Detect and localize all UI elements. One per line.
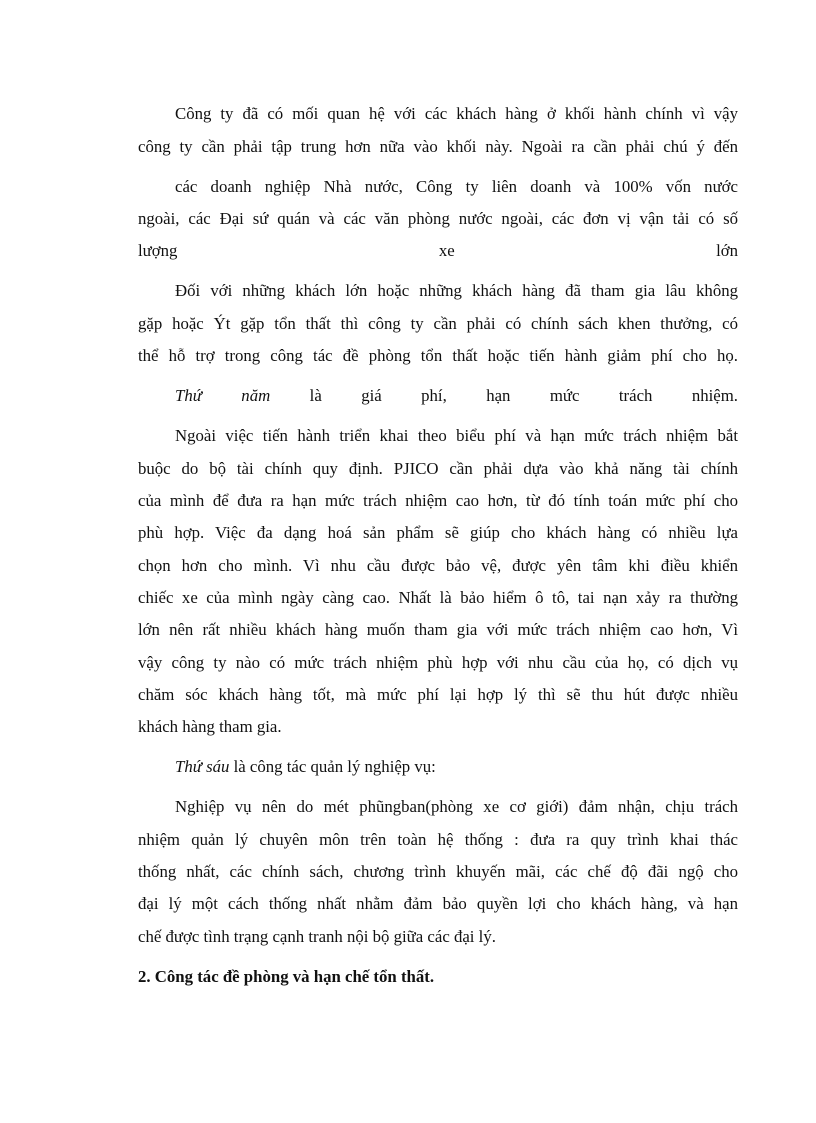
paragraph-6-line-1 <box>175 752 738 782</box>
paragraph-5-line-3: của mình để đưa ra hạn mức trách nhiệm cao hơn, từ đó tính toán mức phí cho <box>138 491 738 510</box>
paragraph-5-line-2: buộc do bộ tài chính quy định. PJICO cần phải dựa vào khả năng tài chính <box>138 459 738 478</box>
paragraph-2-line-2: ngoài, các Đại sứ quán và các văn phòng nước ngoài, các đơn vị vận tải có số <box>138 209 738 228</box>
paragraph-2-line-1: các doanh nghiệp Nhà nước, Công ty liên doanh và 100% vốn nước <box>175 177 738 196</box>
paragraph-1-line-2: công ty cần phải tập trung hơn nữa vào khối này. Ngoài ra cần phải chú ý đến <box>138 137 738 156</box>
paragraph-5-line-1: Ngoài việc tiến hành triển khai theo biểu phí và hạn mức trách nhiệm bắt <box>175 426 738 445</box>
paragraph-3-line-1: Đối với những khách lớn hoặc những khách hàng đã tham gia lâu không <box>175 281 738 300</box>
paragraph-5-line-7: lớn nên rất nhiều khách hàng muốn tham gia với mức trách nhiệm cao hơn, Vì <box>138 620 738 639</box>
thu-nam-rest: là giá phí, hạn mức trách nhiệm. <box>270 386 738 405</box>
paragraph-5-line-8: vậy công ty nào có mức trách nhiệm phù hợp với nhu cầu của họ, có dịch vụ <box>138 653 738 672</box>
thu-nam-italic: Thứ năm <box>175 386 271 405</box>
paragraph-7-line-5: chế được tình trạng cạnh tranh nội bộ giữa các đại lý. <box>138 927 496 946</box>
paragraph-7-line-3: thống nhất, các chính sách, chương trình khuyến mãi, các chế độ đãi ngộ cho <box>138 862 738 881</box>
section-heading: 2. Công tác đề phòng và hạn chế tổn thất. <box>138 967 435 986</box>
paragraph-5-line-6: chiếc xe của mình ngày càng cao. Nhất là bảo hiểm ô tô, tai nạn xảy ra thường <box>138 588 738 607</box>
paragraph-4-line-1 <box>175 381 738 411</box>
paragraph-3-line-3: thể hỗ trợ trong công tác đề phòng tổn thất hoặc tiến hành giảm phí cho họ. <box>138 346 738 365</box>
paragraph-1-line-1: Công ty đã có mối quan hệ với các khách hàng ở khối hành chính vì vậy <box>175 104 738 123</box>
paragraph-7-line-4: đại lý một cách thống nhất nhằm đảm bảo quyền lợi cho khách hàng, và hạn <box>138 894 738 913</box>
paragraph-2-line-3: lượng xe lớn <box>138 241 738 260</box>
thu-sau-rest: là công tác quản lý nghiệp vụ: <box>229 757 436 776</box>
thu-sau-italic: Thứ sáu <box>175 757 230 776</box>
paragraph-7-line-1: Nghiệp vụ nên do mét phũngban(phòng xe cơ giới) đảm nhận, chịu trách <box>175 797 738 816</box>
paragraph-7-line-2: nhiệm quản lý chuyên môn trên toàn hệ thống : đưa ra quy trình khai thác <box>138 830 738 849</box>
paragraph-3-line-2: gặp hoặc Ýt gặp tổn thất thì công ty cần phải có chính sách khen thưởng, có <box>138 314 738 333</box>
paragraph-5-line-9: chăm sóc khách hàng tốt, mà mức phí lại hợp lý thì sẽ thu hút được nhiều <box>138 685 738 704</box>
paragraph-5-line-5: chọn hơn cho mình. Vì nhu cầu được bảo vệ, được yên tâm khi điều khiển <box>138 556 738 575</box>
paragraph-5-line-10: khách hàng tham gia. <box>138 717 282 736</box>
paragraph-5-line-4: phù hợp. Việc đa dạng hoá sản phẩm sẽ giúp cho khách hàng có nhiều lựa <box>138 523 738 542</box>
